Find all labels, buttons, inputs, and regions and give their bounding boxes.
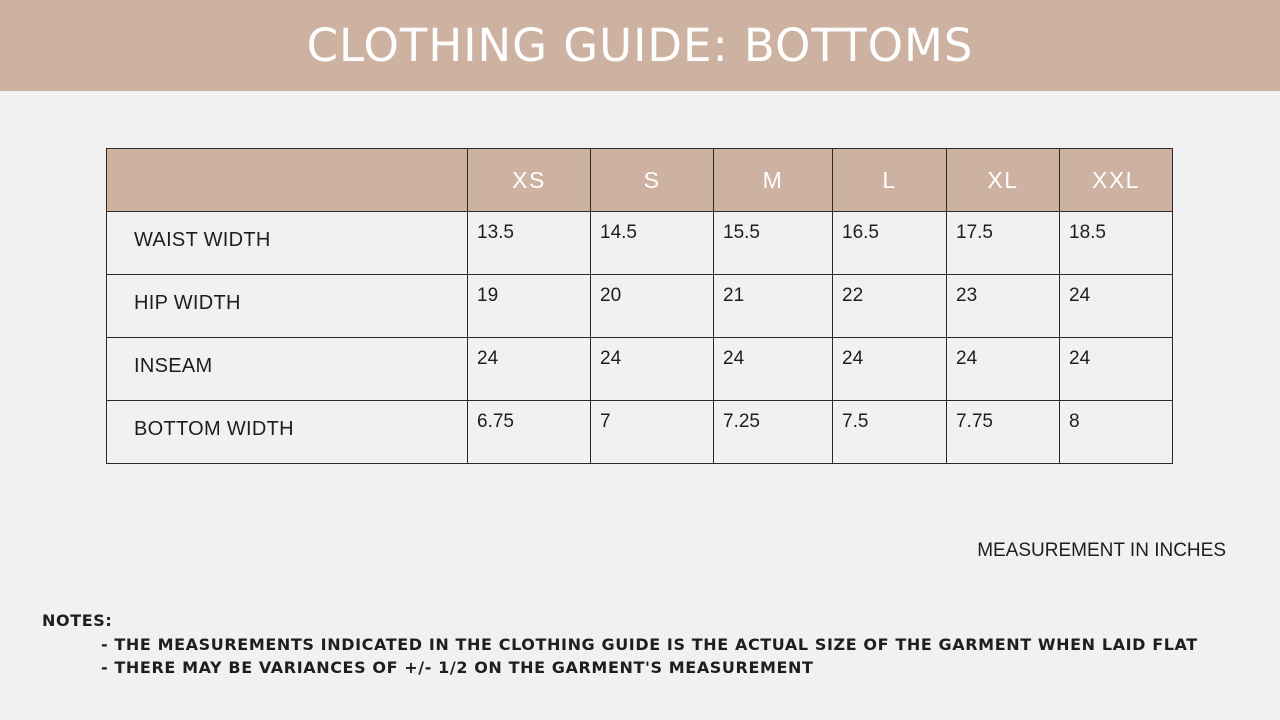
header-corner-cell [107, 149, 468, 212]
table-cell: 19 [468, 275, 591, 338]
units-note: MEASUREMENT IN INCHES [977, 540, 1226, 561]
table-cell: 16.5 [833, 212, 947, 275]
column-header-xxl: XXL [1060, 149, 1173, 212]
note-item: - THERE MAY BE VARIANCES OF +/- 1/2 ON THE GARMENT'S MEASUREMENT [101, 658, 814, 677]
table-cell: 21 [714, 275, 833, 338]
row-label-waist-width: WAIST WIDTH [107, 212, 468, 275]
table-cell: 13.5 [468, 212, 591, 275]
table-cell: 7.25 [714, 401, 833, 464]
table-cell: 23 [947, 275, 1060, 338]
table-cell: 7.75 [947, 401, 1060, 464]
table-cell: 24 [714, 338, 833, 401]
table-cell: 24 [833, 338, 947, 401]
table-cell: 24 [947, 338, 1060, 401]
page-title: CLOTHING GUIDE: BOTTOMS [306, 19, 974, 72]
table-cell: 24 [591, 338, 714, 401]
table-cell: 8 [1060, 401, 1173, 464]
table-cell: 18.5 [1060, 212, 1173, 275]
table-cell: 20 [591, 275, 714, 338]
table-header-row [107, 149, 1173, 212]
table-cell: 24 [1060, 275, 1173, 338]
table-row [107, 401, 1173, 464]
table-row [107, 275, 1173, 338]
column-header-s: S [591, 149, 714, 212]
table-cell: 17.5 [947, 212, 1060, 275]
table-cell: 7 [591, 401, 714, 464]
table-cell: 15.5 [714, 212, 833, 275]
table-cell: 24 [1060, 338, 1173, 401]
table-row [107, 212, 1173, 275]
row-label-bottom-width: BOTTOM WIDTH [107, 401, 468, 464]
table-cell: 22 [833, 275, 947, 338]
table-cell: 14.5 [591, 212, 714, 275]
table-cell: 6.75 [468, 401, 591, 464]
column-header-l: L [833, 149, 947, 212]
table-cell: 7.5 [833, 401, 947, 464]
size-chart-table [106, 148, 1173, 464]
row-label-inseam: INSEAM [107, 338, 468, 401]
row-label-hip-width: HIP WIDTH [107, 275, 468, 338]
table-cell: 24 [468, 338, 591, 401]
notes-heading: NOTES: [42, 611, 113, 630]
column-header-xl: XL [947, 149, 1060, 212]
column-header-xs: XS [468, 149, 591, 212]
column-header-m: M [714, 149, 833, 212]
note-item: - THE MEASUREMENTS INDICATED IN THE CLOTHING GUIDE IS THE ACTUAL SIZE OF THE GARMENT WHEN LAID FLAT [101, 635, 1198, 654]
table-row [107, 338, 1173, 401]
